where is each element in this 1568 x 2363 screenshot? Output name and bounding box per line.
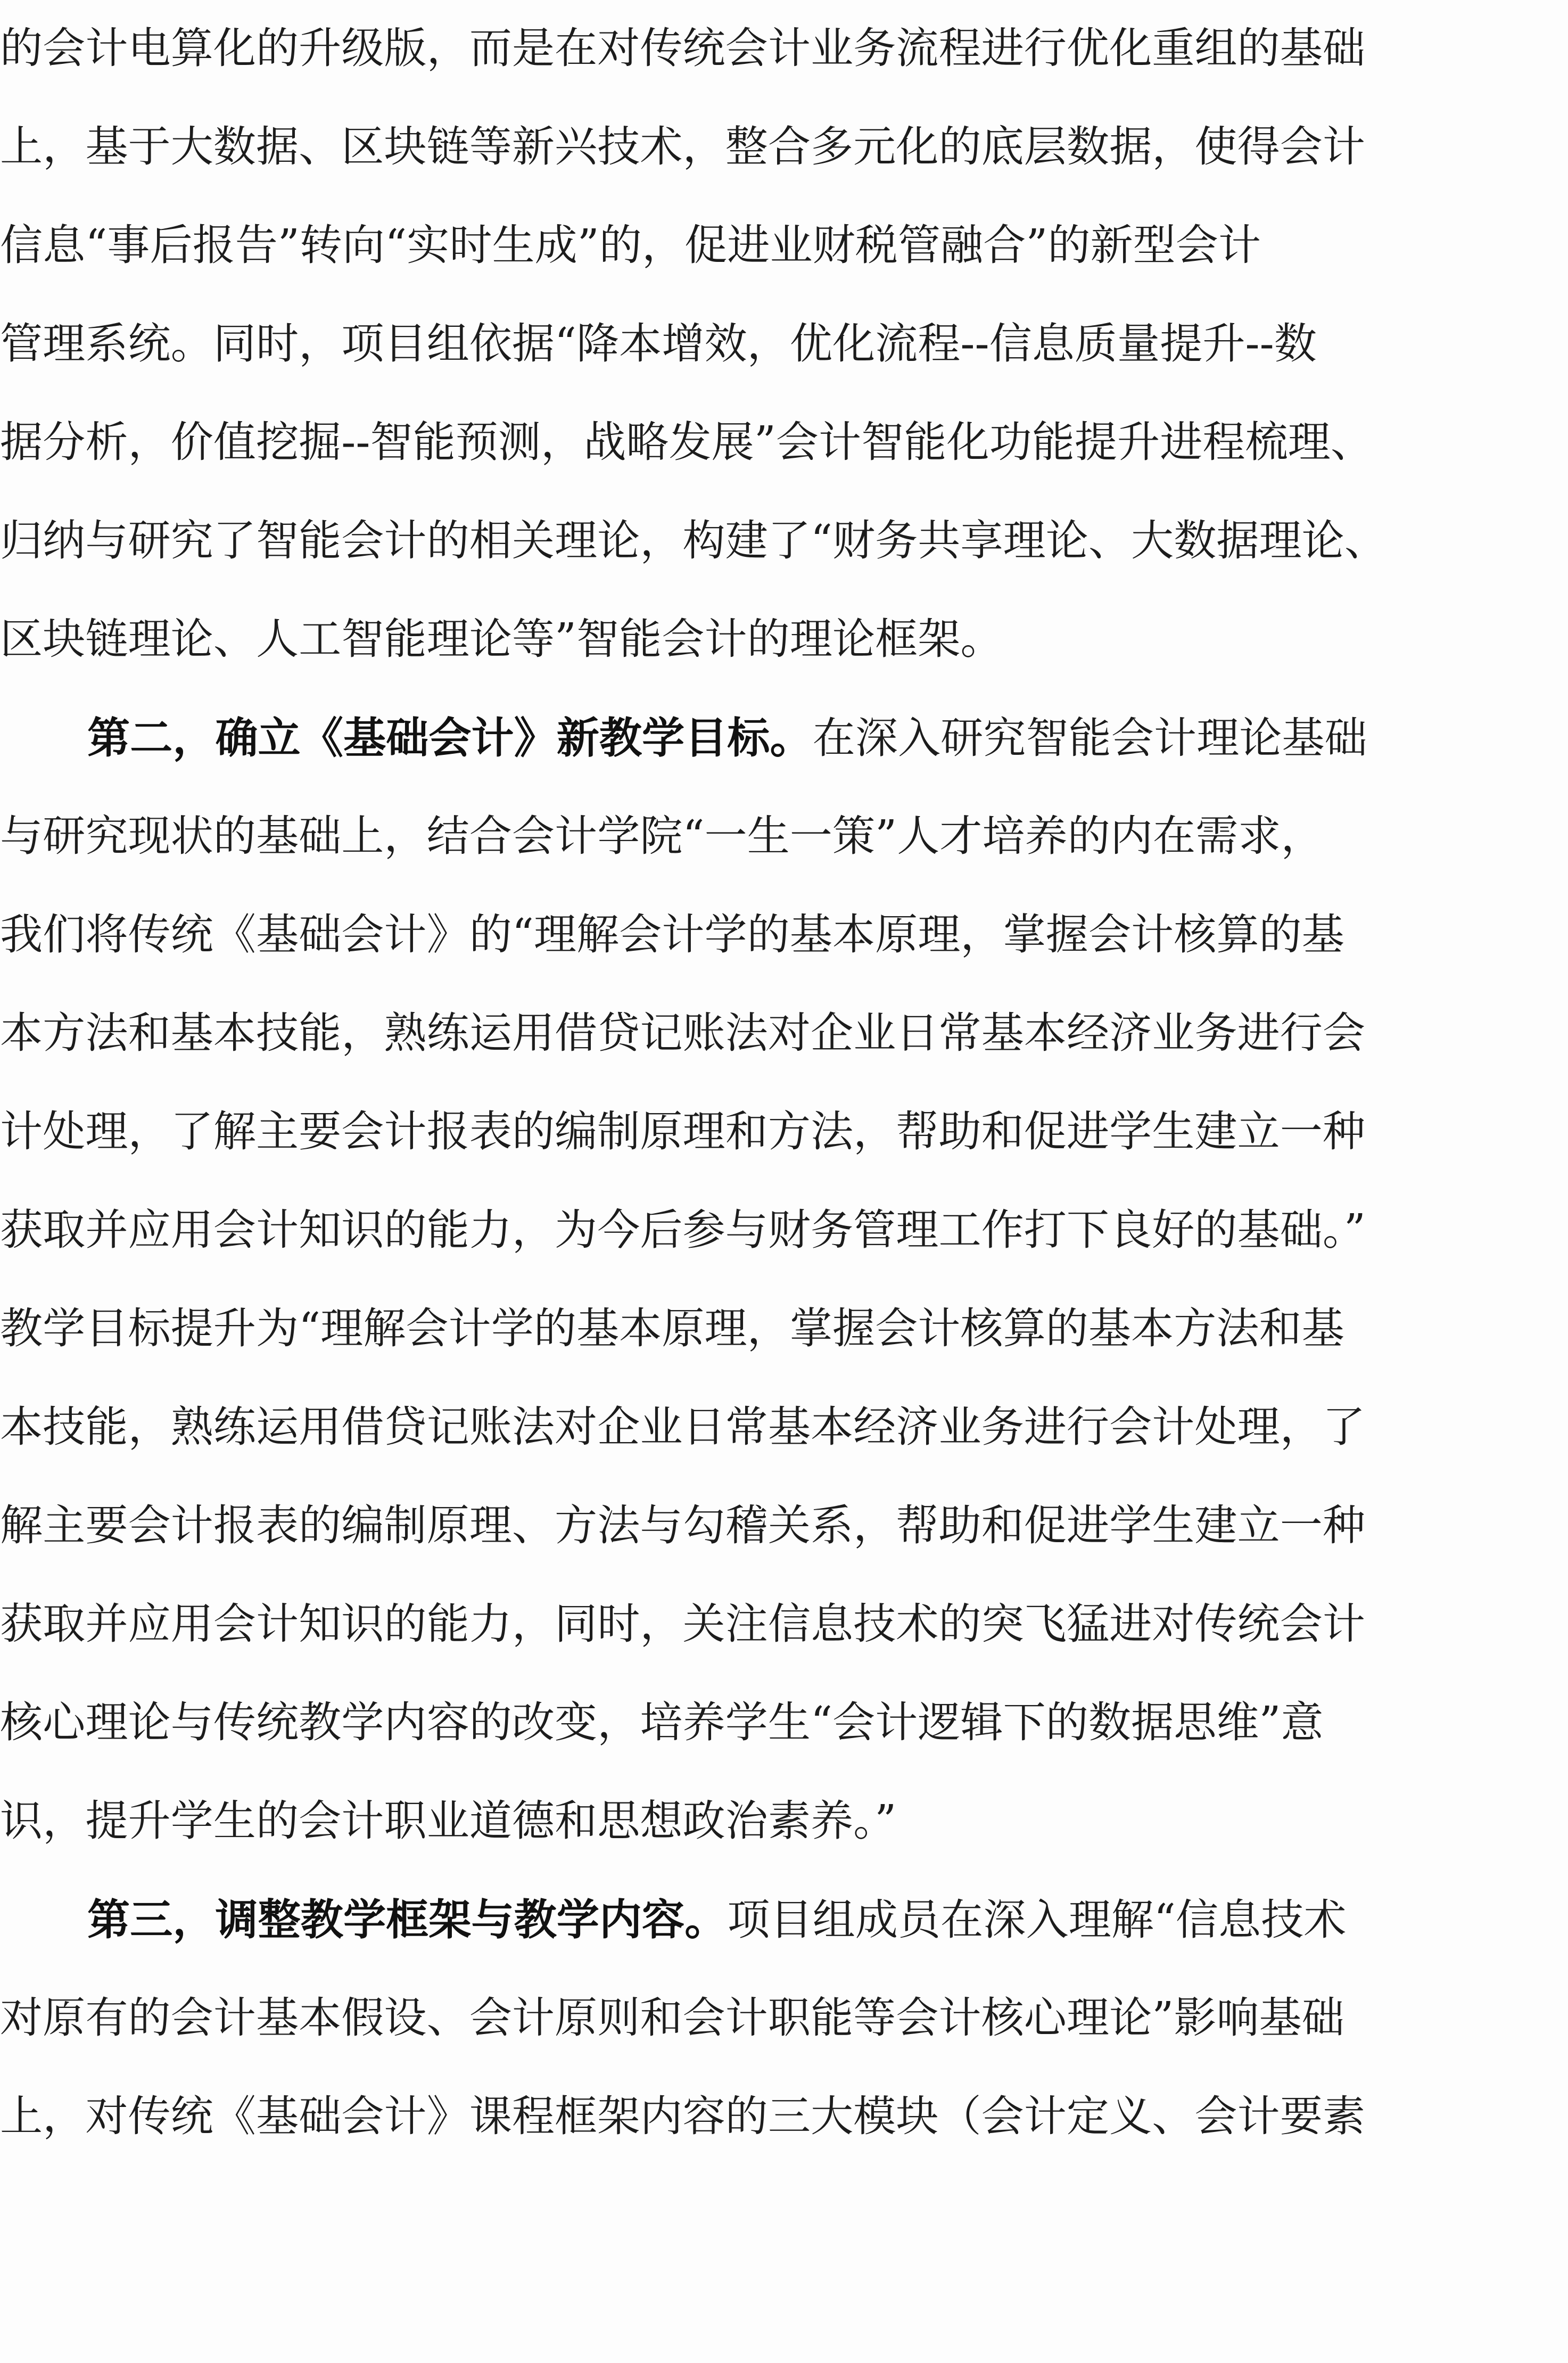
text-line: 的会计电算化的升级版，而是在对传统会计业务流程进行优化重组的基础 — [0, 23, 1366, 73]
text-line: 与研究现状的基础上，结合会计学院“一生一策”人才培养的内在需求， — [0, 811, 1324, 861]
section-heading-second: 第二，确立《基础会计》新教学目标。 — [87, 713, 813, 763]
text-line: 解主要会计报表的编制原理、方法与勾稽关系，帮助和促进学生建立一种 — [0, 1501, 1366, 1550]
paragraph-first-line — [0, 1877, 1568, 1962]
text-line: 本技能，熟练运用借贷记账法对企业日常基本经济业务进行会计处理，了 — [0, 1402, 1366, 1452]
text-span: 项目组成员在深入理解“信息技术 — [727, 1895, 1347, 1945]
text-line: 据分析，价值挖掘--智能预测，战略发展”会计智能化功能提升进程梳理、 — [0, 417, 1373, 467]
text-line: 管理系统。同时，项目组依据“降本增效，优化流程--信息质量提升--数 — [0, 319, 1317, 368]
text-line: 核心理论与传统教学内容的改变，培养学生“会计逻辑下的数据思维”意 — [0, 1698, 1324, 1747]
text-line: 对原有的会计基本假设、会计原则和会计职能等会计核心理论”影响基础 — [0, 1993, 1344, 2043]
section-heading-third: 第三，调整教学框架与教学内容。 — [87, 1895, 728, 1945]
text-line: 区块链理论、人工智能理论等”智能会计的理论框架。 — [0, 614, 1003, 664]
text-line: 获取并应用会计知识的能力，为今后参与财务管理工作打下良好的基础。” — [0, 1205, 1366, 1255]
text-line: 上，基于大数据、区块链等新兴技术，整合多元化的底层数据，使得会计 — [0, 122, 1366, 171]
text-line: 归纳与研究了智能会计的相关理论，构建了“财务共享理论、大数据理论、 — [0, 516, 1387, 565]
text-line: 计处理，了解主要会计报表的编制原理和方法，帮助和促进学生建立一种 — [0, 1107, 1366, 1156]
text-line: 本方法和基本技能，熟练运用借贷记账法对企业日常基本经济业务进行会 — [0, 1008, 1366, 1058]
text-line: 信息“事后报告”转向“实时生成”的，促进业财税管融合”的新型会计 — [0, 220, 1261, 270]
paragraph-first-line — [0, 695, 1568, 780]
text-line: 获取并应用会计知识的能力，同时，关注信息技术的突飞猛进对传统会计 — [0, 1599, 1366, 1649]
text-line: 我们将传统《基础会计》的“理解会计学的基本原理，掌握会计核算的基 — [0, 910, 1344, 959]
text-line: 上，对传统《基础会计》课程框架内容的三大模块（会计定义、会计要素 — [0, 2092, 1366, 2141]
text-span: 在深入研究智能会计理论基础 — [812, 713, 1367, 763]
text-line: 教学目标提升为“理解会计学的基本原理，掌握会计核算的基本方法和基 — [0, 1304, 1344, 1353]
text-line: 识，提升学生的会计职业道德和思想政治素养。” — [0, 1796, 897, 1846]
